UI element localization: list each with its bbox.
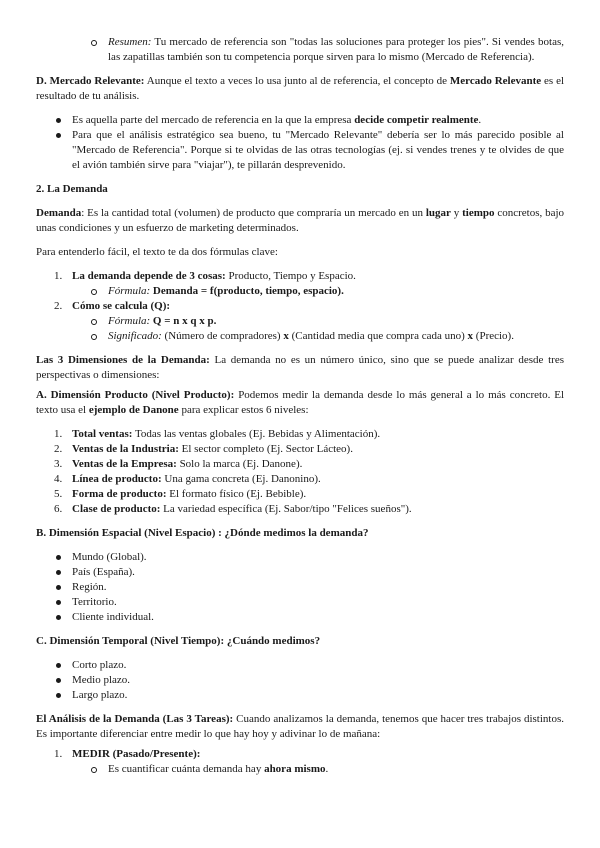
section-2-title: 2. La Demanda — [36, 183, 108, 195]
list-item: País (España). — [36, 565, 564, 580]
section-d-text-1: Aunque el texto a veces lo usa junto al de referencia, el concepto de — [146, 75, 448, 87]
dimensiones-paragraph — [36, 353, 564, 383]
formulas-list — [36, 269, 564, 344]
subitem-x: x — [283, 330, 289, 342]
demanda-term: Demanda — [36, 207, 82, 219]
resumen-text: Tu mercado de referencia son "todas las soluciones para proteger los pies". Si vendes botas, las zapatillas también son tu competencia porque sirven para lo mismo (Mercado de Referencia). — [108, 36, 564, 63]
item-text: El sector completo (Ej. Sector Lácteo). — [181, 443, 353, 455]
resumen-list — [36, 35, 564, 65]
subitem-bold: ahora mismo — [264, 763, 326, 775]
item-text: La variedad específica (Ej. Sabor/tipo "Felices sueños"). — [163, 503, 412, 515]
def-lugar: lugar — [425, 207, 451, 219]
item-text: Todas las ventas globales (Ej. Bebidas y Alimentación). — [134, 428, 381, 440]
list-subitem — [36, 329, 564, 344]
item-bold: Clase de producto: — [72, 503, 161, 515]
item-text: Producto, Tiempo y Espacio. — [228, 270, 356, 282]
bullet-text: Para que el análisis estratégico sea bueno, tu "Mercado Relevante" debería ser lo más parecido posible al "Mercado de Referencia". Porque si te olvidas de las otras tecnologías (ej. si vendes trenes y te olvides de que el avión también sirve para "viajar"), te pillarán desprevenido. — [72, 129, 564, 171]
def-tiempo: tiempo — [462, 207, 495, 219]
item-bold: Forma de producto: — [72, 488, 167, 500]
section-c-list — [36, 658, 564, 703]
item-number: 2. — [54, 300, 63, 312]
item-bold: Línea de producto: — [72, 473, 162, 485]
list-item: Cliente individual. — [36, 610, 564, 625]
list-item — [36, 442, 564, 457]
list-item — [36, 487, 564, 502]
item-bold: Ventas de la Empresa: — [72, 458, 177, 470]
def-y: y — [453, 207, 460, 219]
list-item — [36, 747, 564, 762]
section-a-bold: ejemplo de Danone — [88, 404, 179, 416]
item-number: 2. — [54, 443, 63, 455]
analisis-list — [36, 747, 564, 777]
item-bold: Total ventas: — [72, 428, 133, 440]
list-item: Corto plazo. — [36, 658, 564, 673]
item-number: 6. — [54, 503, 63, 515]
analisis-title: El Análisis de la Demanda (Las 3 Tareas): — [36, 713, 234, 725]
item-bold: La demanda depende de 3 cosas: — [72, 270, 226, 282]
subitem-text: (Precio). — [475, 330, 514, 342]
list-item — [36, 113, 564, 128]
list-subitem — [36, 314, 564, 329]
item-bold: Cómo se calcula (Q): — [72, 300, 171, 312]
section-c-title: C. Dimensión Temporal (Nivel Tiempo): ¿Cuándo medimos? — [36, 635, 321, 647]
item-text: El formato físico (Ej. Bebible). — [169, 488, 307, 500]
list-item — [36, 269, 564, 284]
section-a-text-2: para explicar estos 6 niveles: — [181, 404, 309, 416]
section-d-term: Mercado Relevante — [449, 75, 542, 87]
def-text-1: : Es la cantidad total (volumen) de producto que compraría un mercado en un — [81, 207, 423, 219]
bullet-bold: decide competir realmente — [354, 114, 479, 126]
list-item — [36, 502, 564, 517]
demanda-definition — [36, 206, 564, 236]
subitem-bold: Q = n x q x p. — [152, 315, 217, 327]
formulas-intro: Para entenderlo fácil, el texto te da dos fórmulas clave: — [36, 246, 278, 258]
section-a-paragraph — [36, 388, 564, 418]
bullet-text: Es aquella parte del mercado de referencia en la que la empresa — [72, 114, 352, 126]
list-item: Región. — [36, 580, 564, 595]
section-d-text-2: es el resultado de tu análisis. — [36, 75, 565, 102]
subitem-label: Fórmula: — [108, 315, 151, 327]
list-item — [36, 299, 564, 314]
list-item — [36, 457, 564, 472]
subitem-label: Significado: — [108, 330, 162, 342]
item-number: 1. — [54, 428, 63, 440]
subitem-text: (Número de compradores) — [164, 330, 281, 342]
section-a-text-1: Podemos medir la demanda desde lo más general a lo más concreto. El texto usa el — [36, 389, 565, 416]
item-number: 4. — [54, 473, 63, 485]
list-item: Mundo (Global). — [36, 550, 564, 565]
analisis-text: Cuando analizamos la demanda, tenemos que hacer tres trabajos distintos. Es importante diferenciar entre medir lo que hay hoy y adivinar lo de mañana: — [36, 713, 564, 740]
item-bold: MEDIR (Pasado/Presente): — [72, 748, 201, 760]
list-item — [36, 427, 564, 442]
section-d-list — [36, 113, 564, 173]
subitem-text: (Cantidad media que compra cada uno) — [291, 330, 465, 342]
list-subitem — [36, 284, 564, 299]
document-page — [36, 35, 564, 777]
list-item: Largo plazo. — [36, 688, 564, 703]
section-a-title: A. Dimensión Producto (Nivel Producto): — [36, 389, 235, 401]
list-subitem — [36, 762, 564, 777]
subitem-bold: Demanda = f(producto, tiempo, espacio). — [152, 285, 344, 297]
analisis-paragraph — [36, 712, 564, 742]
section-b-title: B. Dimensión Espacial (Nivel Espacio) : ¿Dónde medimos la demanda? — [36, 527, 369, 539]
subitem-text-end: . — [325, 763, 329, 775]
list-item: Territorio. — [36, 595, 564, 610]
section-a-list — [36, 427, 564, 517]
item-bold: Ventas de la Industria: — [72, 443, 179, 455]
resumen-item — [36, 35, 564, 65]
section-d-title: D. Mercado Relevante: — [36, 75, 145, 87]
resumen-label: Resumen: — [108, 36, 152, 48]
def-text-2: concretos, bajo unas condiciones y un esfuerzo de marketing determinados. — [36, 207, 565, 234]
subitem-text: Es cuantificar cuánta demanda hay — [108, 763, 262, 775]
list-item — [36, 128, 564, 173]
list-item: Medio plazo. — [36, 673, 564, 688]
item-text: Una gama concreta (Ej. Danonino). — [164, 473, 321, 485]
section-b-list — [36, 550, 564, 625]
item-number: 1. — [54, 748, 63, 760]
item-number: 3. — [54, 458, 63, 470]
item-text: Solo la marca (Ej. Danone). — [179, 458, 303, 470]
item-number: 1. — [54, 270, 63, 282]
subitem-label: Fórmula: — [108, 285, 151, 297]
bullet-text-end: . — [478, 114, 482, 126]
dimensiones-text: La demanda no es un número único, sino que se puede analizar desde tres perspectivas o dimensiones: — [36, 354, 565, 381]
dimensiones-title: Las 3 Dimensiones de la Demanda: — [36, 354, 210, 366]
item-number: 5. — [54, 488, 63, 500]
section-d-paragraph — [36, 74, 564, 104]
list-item — [36, 472, 564, 487]
subitem-x: x — [467, 330, 474, 342]
